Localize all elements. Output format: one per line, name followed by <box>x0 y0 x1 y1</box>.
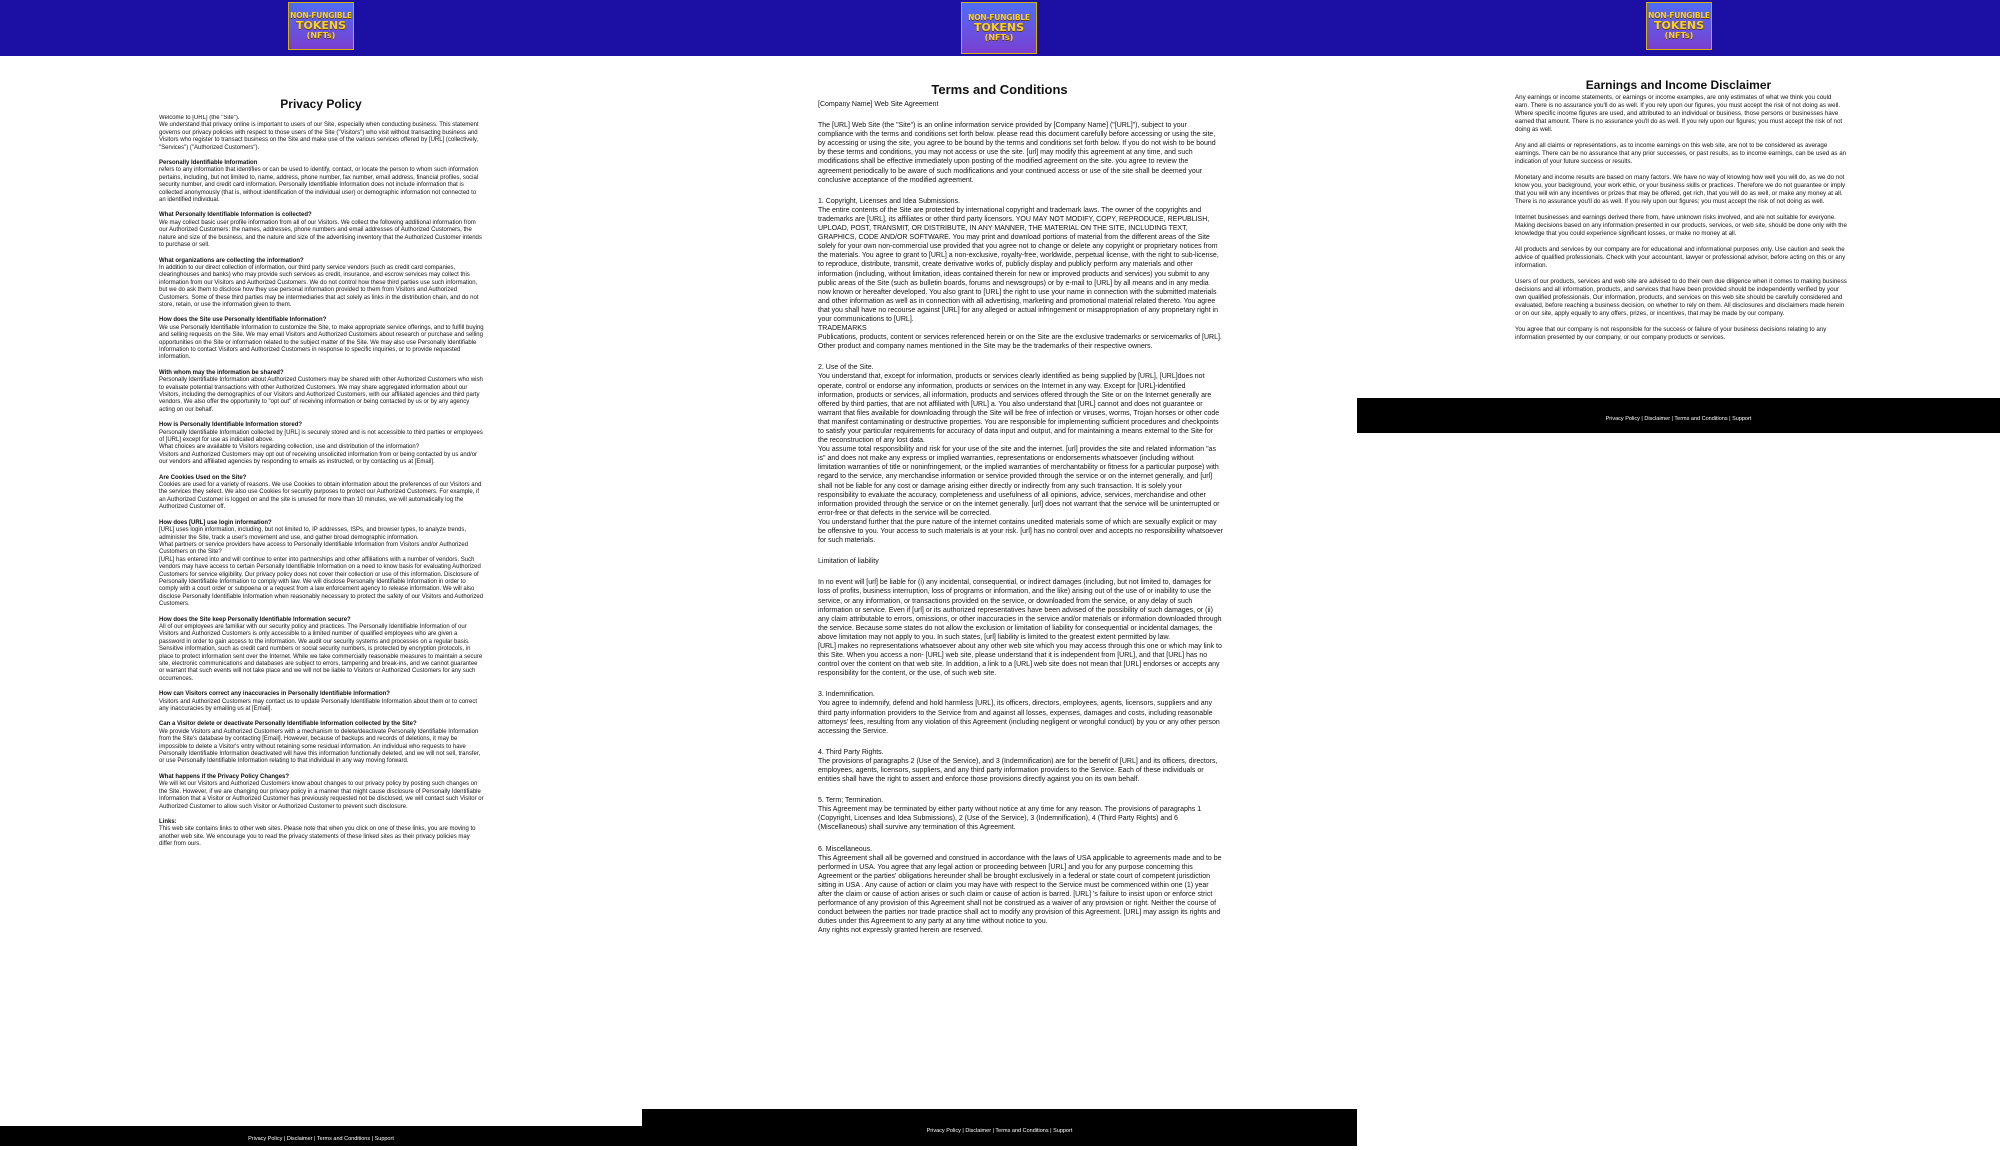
terms-paragraph: [Company Name] Web Site Agreement <box>818 101 939 108</box>
section-text: Welcome to [URL] (the "Site"). We understand that privacy online is important to users of our Site, especially when conducting business. This statement governs our privacy policies with respect to those users of the Site ("Visitors") who visit without transacting business and Visitors who register to transact business on the Site and make use of the various services offered by [URL] (collectively, "Services") ("Authorized Customers"). <box>159 115 479 151</box>
section-text: We use Personally Identifiable Information to customize the Site, to make appropriate service offerings, and to fulfill buying and selling requests on the Site. We may email Visitors and Authorized Customers about research or purchase and selling opportunities on the Site or information related to the subject matter of the Site. We may also use Personally Identifiable Information to contact Visitors and Authorized Customers in response to specific inquiries, or to provide requested information. <box>159 324 484 361</box>
policy-body <box>159 115 484 1075</box>
section-heading: Are Cookies Used on the Site? <box>159 474 247 481</box>
policy-section <box>159 691 484 713</box>
policy-section <box>159 617 484 684</box>
logo-text: NON-FUNGIBLE <box>968 13 1030 23</box>
logo-text: (NFTs) <box>984 32 1014 42</box>
section-text: Visitors and Authorized Customers may contact us to update Personally Identifiable Information about them or to correct any inaccuracies by emailing us at [Email]. <box>159 698 478 713</box>
page-header <box>642 0 1357 56</box>
page-title: Earnings and Income Disclaimer <box>1585 78 1772 92</box>
terms-paragraph: 5. Term; Termination. This Agreement may be terminated by either party without notice at any time for any reason. The provisions of paragraphs 1 (Copyright, Licenses and Idea Submissions), 2 (Use of the Service), 3 (Indemnification), 4 (Third Party Rights) and 6 (Miscellaneous) shall survive any termination of this Agreement. <box>818 797 1202 832</box>
page-title: Terms and Conditions <box>931 82 1068 97</box>
section-text: [URL] uses login information, including, but not limited to, IP addresses, ISPs, and browser types, to analyze trends, administer the Site, track a user's movement and use, and gather broad demographic information. What partners or service providers have access to Personally Identifiable Information from Visitors and/or Authorized Customers on the Site? [URL] has entered into and will continue to enter into partnerships and other affiliations with a number of vendors. Such vendors may have access to certain Personally Identifiable Information on a need to know basis for evaluating Authorized Customers for service eligibility. Our privacy policy does not cover their collection or use of this information. Disclosure of Personally Identifiable Information to comply with law. We will disclose Personally Identifiable Information in order to comply with a court order or subpoena or a request from a law enforcement agency to release information. We will also disclose Personally Identifiable Information when reasonably necessary to protect the safety of our Visitors and Authorized Customers. <box>159 527 484 608</box>
policy-section <box>159 317 484 361</box>
logo-text: TOKENS <box>295 18 347 32</box>
section-text: We will let our Visitors and Authorized Customers know about changes to our privacy policy by posting such changes on the Site. However, if we are changing our privacy policy in a manner that might cause disclosure of Personally Identifiable Information that a Visitor or Authorized Customer has previously requested not be disclosed, we will contact such Visitor or Authorized Customer to allow such Visitor or Authorized Customer to prevent such disclosure. <box>159 781 484 810</box>
nft-logo[interactable] <box>961 2 1037 54</box>
section-heading: How does the Site keep Personally Identifiable Information secure? <box>159 616 351 623</box>
page-footer <box>642 1109 1357 1146</box>
policy-section <box>159 160 484 204</box>
footer-links[interactable]: Privacy Policy | Disclaimer | Terms and Conditions | Support <box>926 1128 1073 1134</box>
section-text: This web site contains links to other web sites. Please note that when you click on one of these links, you are moving to another web site. We encourage you to read the privacy statements of these linked sites as their privacy policies may differ from ours. <box>159 826 476 848</box>
disclaimer-paragraph: All products and services by our company are for educational and informational purposes only. Use caution and seek the advice of qualified professionals. Check with your accountant, lawyer or professional advisor, before acting on this or any information. <box>1515 246 1846 269</box>
logo-text: NON-FUNGIBLE <box>1648 11 1710 21</box>
logo-text: NON-FUNGIBLE <box>290 11 352 21</box>
section-text: refers to any information that identifies or can be used to identify, contact, or locate the person to whom such information pertains, including, but not limited to, name, address, phone number, fax number, email address, financial profiles, social security number, and credit card information. Personally Identifiable Information does not include information that is collected anonymously (that is, without identification of the individual user) or demographic information not connected to an identified individual. <box>159 167 479 204</box>
terms-paragraph: 3. Indemnification. You agree to indemnify, defend and hold harmless [URL], its officers, directors, employees, agents, licensors, suppliers and any third party information providers to the Service from and against all losses, expenses, damages and costs, including reasonable attorneys' fees, resulting from any violation of this Agreement (including negligent or wrongful conduct) by you or any other person accessing the Service. <box>818 691 1220 735</box>
section-text: In addition to our direct collection of information, our third party service vendors (such as credit card companies, clearinghouses and banks) who may provide such services as credit, insurance, and escrow services may collect this information from our Visitors and Authorized Customers. We do not control how these third parties use such information, but we do ask them to disclose how they use personal information provided to them from Visitors and Authorized Customers. Some of these third parties may be intermediaries that act solely as links in the distribution chain, and do not store, retain, or use the information given to them. <box>159 264 479 308</box>
section-text: Cookies are used for a variety of reasons. We use Cookies to obtain information about the preferences of our Visitors and the services they select. We also use Cookies for security purposes to protect our Authorized Customers. For example, if an Authorized Customer is logged on and the site is unused for more than 10 minutes, we will automatically log the Authorized Customer off. <box>159 482 482 511</box>
disclaimer-paragraph: Monetary and income results are based on many factors. We have no way of knowing how well you will do, as we do not know you, your background, your work ethic, or your business skills or practices. Therefore we do not guarantee or imply that you will win any incentives or prizes that may be offered, get rich, that you will do as well, or make any money at all. There is no assurance you'll do as well. If you rely upon our figures; you must accept the risk of not doing as well. <box>1515 174 1846 205</box>
privacy-policy-page <box>0 0 642 1146</box>
section-text: We provide Visitors and Authorized Customers with a mechanism to delete/deactivate Personally Identifiable Information from the Site's database by contacting [Email]. However, because of backups and records of deletions, it may be impossible to delete a Visitor's entry without retaining some residual information. An individual who requests to have Personally Identifiable Information deactivated will have this information functionally deleted, and we will not sell, transfer, or use Personally Identifiable Information relating to that individual in any way moving forward. <box>159 728 481 765</box>
section-heading: Can a Visitor delete or deactivate Personally Identifiable Information collected by the Site? <box>159 721 417 728</box>
disclaimer-paragraph: Users of our products, services and web site are advised to do their own due diligence when it comes to making business decisions and all information, products, and services that have been provided should be independently verified by your own qualified professionals. Our information, products, and services on this web site should be carefully considered and evaluated, before reaching a business decision, on whether to rely on them. All disclosures and disclaimers made herein or on our site, apply equally to any offers, prizes, or incentives, that may be made by our company. <box>1515 278 1847 317</box>
disclaimer-paragraph: You agree that our company is not responsible for the success or failure of your business decisions relating to any information presented by our company, or our company products or services. <box>1515 326 1827 341</box>
disclaimer-paragraph: Internet businesses and earnings derived there from, have unknown risks involved, and are not suitable for everyone. Making decisions based on any information presented in our products, services, or web site, should be done only with the knowledge that you could experience significant losses, or make no money at all. <box>1515 214 1847 237</box>
nft-logo[interactable] <box>1646 2 1712 50</box>
footer-links[interactable]: Privacy Policy | Disclaimer | Terms and Conditions | Support <box>248 1136 394 1142</box>
section-text: All of our employees are familiar with our security policy and practices. The Personally Identifiable Information of our Visitors and Authorized Customers is only accessible to a limited number of qualified employees who are given a password in order to gain access to the information. We audit our security systems and processes on a regular basis. Sensitive information, such as credit card numbers or social security numbers, is protected by encryption protocols, in place to protect information sent over the Internet. While we take commercially reasonable measures to maintain a secure site, electronic communications and databases are subject to errors, tampering and break-ins, and we cannot guarantee or warrant that such events will not take place and we will not be liable to Visitors or Authorized Customers for any such occurrences. <box>159 623 483 682</box>
policy-section <box>159 520 484 609</box>
section-heading: Personally Identifiable Information <box>159 160 258 167</box>
disclaimer-paragraph: Any and all claims or representations, as to income earnings on this web site, are not to be considered as average earnings. There can be no assurance that any prior successes, or past results, as to income earnings, can be used as an indication of your future success or results. <box>1515 142 1847 165</box>
page-title: Privacy Policy <box>280 97 362 111</box>
policy-section <box>159 370 484 414</box>
page-footer <box>1357 398 2000 433</box>
terms-paragraph: 6. Miscellaneous. This Agreement shall all be governed and construed in accordance with the laws of USA applicable to agreements made and to be performed in USA. You agree that any legal action or proceeding between [URL] and you for any purpose concerning this Agreement or the parties' obligations hereunder shall be brought exclusively in a federal or state court of competent jurisdiction sitting in USA . Any cause of action or claim you may have with respect to the Service must be commenced within one (1) year after the claim or cause of action arises or such claim or cause of action is barred. [URL] 's failure to insist upon or enforce strict performance of any provision of this Agreement shall not be construed as a waiver of any provision or right. Neither the course of conduct between the parties nor trade practice shall act to modify any provision of this Agreement. [URL] may assign its rights and duties under this Agreement to any party at any time without notice to you. Any rights not expressly granted herein are reserved. <box>818 845 1222 935</box>
nft-logo[interactable] <box>288 2 354 50</box>
terms-page <box>642 0 1357 1146</box>
section-heading: What organizations are collecting the information? <box>159 257 304 264</box>
policy-section <box>159 258 484 310</box>
section-text: Personally Identifiable Information about Authorized Customers may be shared with other Authorized Customers who wish to evaluate potential transactions with other Authorized Customers. We may share aggregated information about our Visitors, including the demographics of our Visitors and Authorized Customers, with our affiliated agencies and third party vendors. We also offer the opportunity to "opt out" of receiving information or being contacted by us or by any agency acting on our behalf. <box>159 377 483 413</box>
policy-section <box>159 212 484 249</box>
section-heading: How does [URL] use login information? <box>159 519 272 526</box>
policy-section <box>159 819 484 849</box>
page-header <box>0 0 642 56</box>
footer-links[interactable]: Privacy Policy | Disclaimer | Terms and Conditions | Support <box>1605 416 1752 422</box>
section-heading: How can Visitors correct any inaccuracies in Personally Identifiable Information? <box>159 691 390 698</box>
disclaimer-page <box>1357 0 2000 433</box>
policy-section <box>159 721 484 765</box>
terms-paragraph: The [URL] Web Site (the "Site") is an online information service provided by [Company Name] ("[URL]"), subject to your compliance with the terms and conditions set forth below. please read this document carefully before accessing or using the site, by accessing or using the site, you agree to be bound by the terms and conditions set forth below. If you do not wish to be bound by these terms and conditions, you may not access or use the site. [url] may modify this agreement at any time, and such modifications shall be effective immediately upon posting of the modified agreement on the site. you agree to review the agreement periodically to be aware of such modifications and your continued access or use of the site shall be deemed your conclusive acceptance of the modified agreement. <box>818 122 1216 184</box>
section-heading: With whom may the information be shared? <box>159 369 284 376</box>
page-footer <box>0 1126 642 1146</box>
section-text: We may collect basic user profile information from all of our Visitors. We collect the following additional information from our Authorized Customers: the names, addresses, phone numbers and email addresses of Authorized Customers, the nature and size of the business, and the nature and size of the advertising inventory that the Authorized Customer intends to purchase or sell. <box>159 219 482 249</box>
policy-section <box>159 422 484 466</box>
terms-body <box>818 100 1223 1085</box>
section-heading: How is Personally Identifiable Information stored? <box>159 422 303 429</box>
logo-text: TOKENS <box>1653 18 1705 32</box>
terms-paragraph: Limitation of liability <box>818 558 879 566</box>
disclaimer-body <box>1515 94 1847 394</box>
section-text: Personally Identifiable Information collected by [URL] is securely stored and is not accessible to third parties or employees of [URL] except for use as indicated above. What choices are available to Visitors regarding collection, use and distribution of the information? Visitors and Authorized Customers may opt out of receiving unsolicited information from or being contacted by us and/or our vendors and affiliated agencies by responding to emails as instructed, or by contacting us at [Email]. <box>159 429 483 466</box>
section-heading: How does the Site use Personally Identifiable Information? <box>159 317 327 324</box>
terms-paragraph: In no event will [url] be liable for (i) any incidental, consequential, or indirect damages (including, but not limited to, damages for loss of profits, business interruption, loss of programs or information, and the like) arising out of the use of or inability to use the service, or any information, or transactions provided on the service, or downloaded from the service, or any delay of such information or service. Even if [url] or its authorized representatives have been advised of the possibility of such damages, or (ii) any claim attributable to errors, omissions, or other inaccuracies in the service and/or materials or information downloaded through the service. Because some states do not allow the exclusion or limitation of liability for consequential or incidental damages, the above limitation may not apply to you. In such states, [url] liability is limited to the greatest extent permitted by law. [URL] makes no representations whatsoever about any other web site which you may access through this one or which may link to this Site. When you access a non- [URL] web site, please understand that it is independent from [URL], and that [URL] has no control over the content on that web site. In addition, a link to a [URL] web site does not mean that [URL] endorses or accepts any responsibility for the content, or the use, of such web site. <box>818 579 1222 678</box>
section-heading: What happens if the Privacy Policy Changes? <box>159 773 290 780</box>
terms-paragraph: 4. Third Party Rights. The provisions of paragraphs 2 (Use of the Service), and 3 (Indemnification) are for the benefit of [URL] and its officers, directors, employees, agents, licensors, suppliers, and any third party information providers to the Service. Each of these individuals or entities shall have the right to assert and enforce those provisions directly against you on its own behalf. <box>818 748 1218 784</box>
section-heading: Links: <box>159 818 177 825</box>
page-header <box>1357 0 2000 56</box>
policy-section <box>159 115 484 152</box>
terms-paragraph: 2. Use of the Site. You understand that, except for information, products or services clearly identified as being supplied by [URL], [URL]does not operate, control or endorse any information, products or services on the Internet in any way. Except for [URL]-identified information, products or services, all information, products and services offered through the Site or on the Internet generally are offered by third parties, that are not affiliated with [URL] a. You also understand that [URL] cannot and does not guarantee or warrant that files available for downloading through the Site will be free of infection or viruses, worms, Trojan horses or other code that manifest contaminating or destructive properties. You are responsible for implementing sufficient procedures and checkpoints to satisfy your particular requirements for accuracy of data input and output, and for maintaining a means external to the Site for the reconstruction of any lost data. You assume total responsibility and risk for your use of the site and the internet. [url] provides the site and related information "as is" and does not make any express or implied warranties, representations or endorsements whatsoever (including without limitation warranties of title or noninfringement, or the implied warranties of merchantability or fitness for a particular purpose) with regard to the service, any merchandise information or service provided through the service or on the internet generally, and [url] shall not be liable for any cost or damage arising either directly or indirectly from any such transaction. It is solely your responsibility to evaluate the accuracy, completeness and usefulness of all opinions, advice, services, merchandise and other information provided through the service or on the internet generally. [url] does not warrant that the service will be uninterrupted or error-free or that defects in the service will be corrected. You understand further that the pure nature of the internet contains unedited materials some of which are sexually explicit or may be offensive to you. Your access to such materials is at your risk. [url] has no control over and accepts no responsibility whatsoever for such materials. <box>818 364 1223 545</box>
logo-text: (NFTs) <box>306 30 336 40</box>
policy-section <box>159 774 484 811</box>
disclaimer-paragraph: Any earnings or income statements, or earnings or income examples, are only estimates of what we think you could earn. There is no assurance you'll do as well. If you rely upon our figures, you must accept the risk of not doing as well. Where specific income figures are used, and attributed to an individual or business, those persons or businesses have earned that amount. There is no assurance you'll do as well. If you rely upon our figures; you must accept the risk of not doing as well. <box>1515 94 1843 133</box>
policy-section <box>159 475 484 512</box>
section-heading: What Personally Identifiable Information is collected? <box>159 212 312 219</box>
terms-paragraph: 1. Copyright, Licenses and Idea Submissions. The entire contents of the Site are protected by international copyright and trademark laws. The owner of the copyrights and trademarks are [URL], its affiliates or other third party licensors. YOU MAY NOT MODIFY, COPY, REPRODUCE, REPUBLISH, UPLOAD, POST, TRANSMIT, OR DISTRIBUTE, IN ANY MANNER, THE MATERIAL ON THE SITE, INCLUDING TEXT, GRAPHICS, CODE AND/OR SOFTWARE. You may print and download portions of material from the different areas of the Site solely for your own non-commercial use provided that you agree not to change or delete any copyright or proprietary notices from the materials. You agree to grant to [URL] a non-exclusive, royalty-free, worldwide, perpetual license, with the right to sub-license, to reproduce, distribute, transmit, create derivative works of, publicly display and publicly perform any materials and other information (including, without limitation, ideas contained therein for new or improved products and services) you submit to any public areas of the Site (such as bulletin boards, forums and newsgroups) or by e-mail to [URL] by all means and in any media now known or hereafter developed. You also grant to [URL] the right to use your name in connection with the submitted materials and other information as well as in connection with all advertising, marketing and promotional material related thereto. You agree that you shall have no recourse against [URL] for any alleged or actual infringement or misappropriation of any proprietary right in your communications to [URL]. TRADEMARKS Publications, products, content or services referenced herein or on the Site are the exclusive trademarks or servicemarks of [URL]. Other product and company names mentioned in the Site may be the trademarks of their respective owners. <box>818 197 1222 351</box>
logo-text: (NFTs) <box>1664 30 1694 40</box>
logo-text: TOKENS <box>973 20 1025 34</box>
